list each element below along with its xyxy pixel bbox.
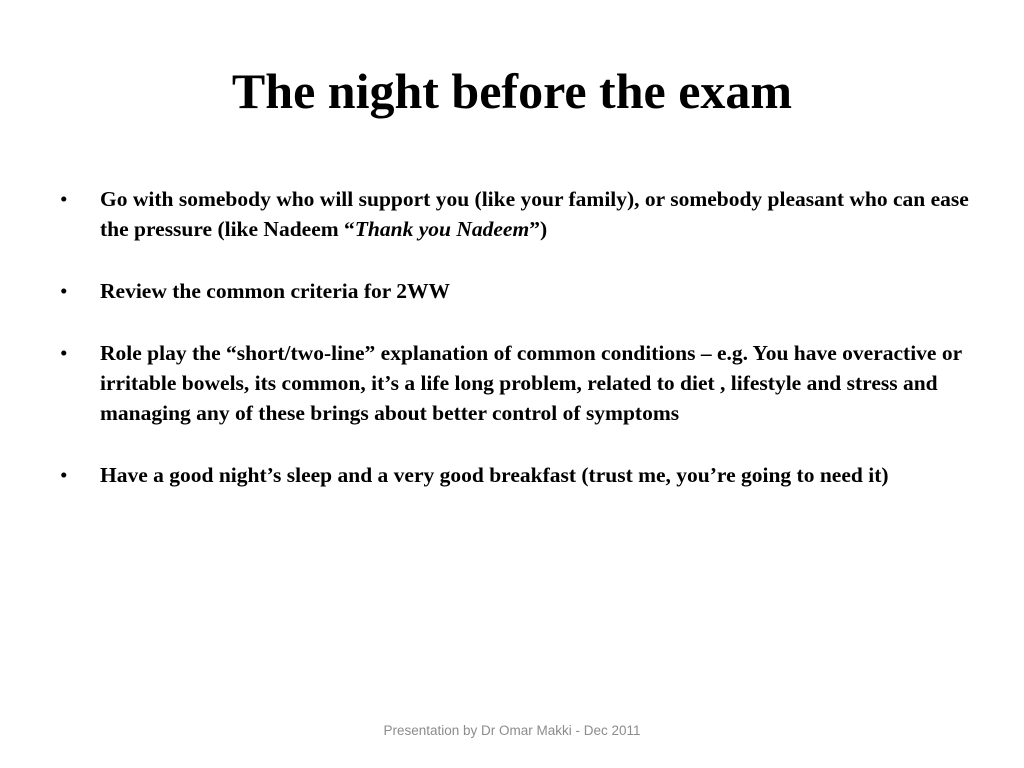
- bullet-text-criteria: Review the common criteria for 2WW: [100, 279, 451, 303]
- bullet-item-criteria: [58, 276, 973, 306]
- bullet-dot-icon: •: [60, 463, 68, 487]
- bullet-dot-icon: •: [60, 279, 68, 303]
- bullet-text-support-italic: Thank you Nadeem: [354, 217, 530, 241]
- bullet-item-role-play: [58, 338, 973, 428]
- bullet-list: [58, 184, 973, 522]
- bullet-text-support-after: ”): [529, 217, 548, 241]
- bullet-text-sleep: Have a good night’s sleep and a very good breakfast (trust me, you’re going to need it): [100, 463, 889, 487]
- bullet-item-sleep: [58, 460, 973, 490]
- bullet-dot-icon: •: [60, 341, 68, 365]
- bullet-dot-icon: •: [60, 187, 68, 211]
- bullet-item-support: [58, 184, 973, 244]
- bullet-text-support-before: Go with somebody who will support you (like your family), or somebody pleasant who can ease the pressure (like Nadeem “: [100, 187, 969, 241]
- bullet-text-role-play: Role play the “short/two-line” explanation of common conditions – e.g. You have overactive or irritable bowels, its common, it’s a life long problem, related to diet , lifestyle and stress and managing any of these brings about better control of symptoms: [100, 341, 962, 425]
- slide-title: The night before the exam: [231, 63, 793, 119]
- slide-footer: Presentation by Dr Omar Makki - Dec 2011: [383, 723, 641, 738]
